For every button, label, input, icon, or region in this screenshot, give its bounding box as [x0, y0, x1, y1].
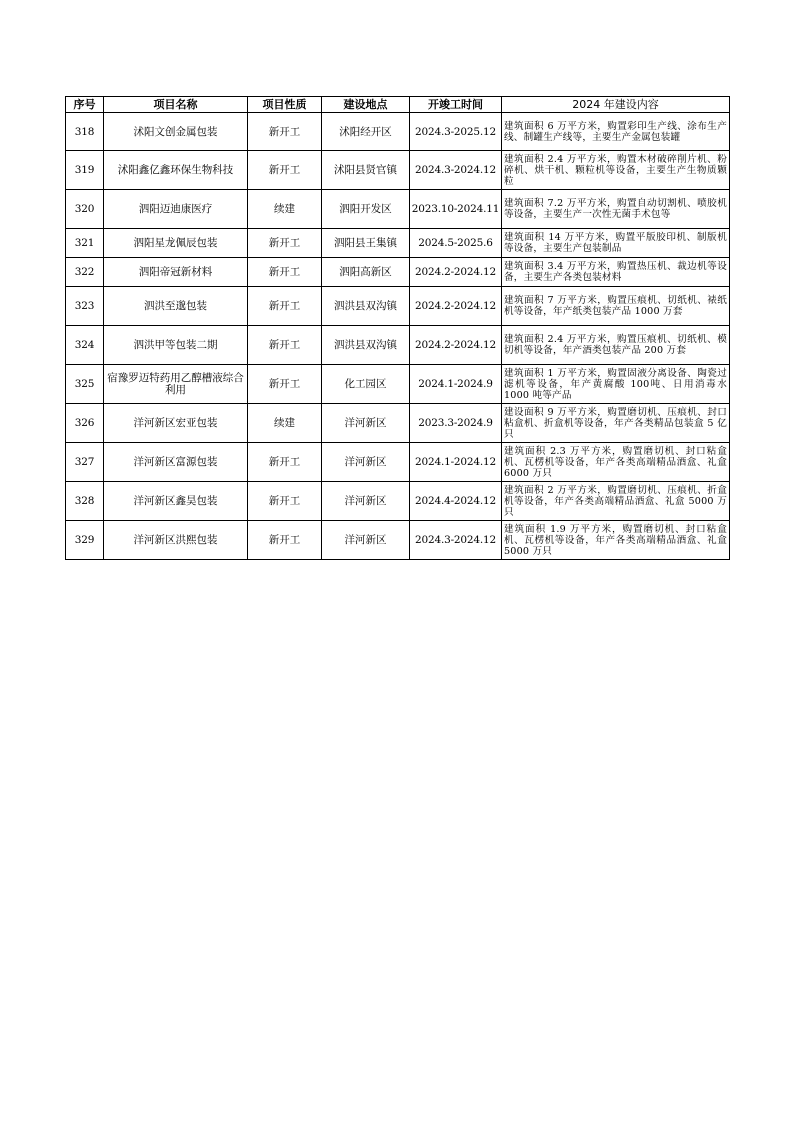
- row-period: 2023.3-2024.9: [410, 404, 502, 443]
- row-type: 续建: [248, 404, 322, 443]
- row-location: 洋河新区: [322, 521, 410, 560]
- row-period: 2024.5-2025.6: [410, 229, 502, 258]
- row-location: 沭阳经开区: [322, 113, 410, 151]
- row-name: 沭阳鑫亿鑫环保生物科技: [104, 151, 248, 190]
- header-name: 项目名称: [104, 97, 248, 113]
- row-type: 新开工: [248, 151, 322, 190]
- row-type: 续建: [248, 190, 322, 229]
- header-no: 序号: [66, 97, 104, 113]
- row-type: 新开工: [248, 365, 322, 404]
- row-period: 2024.3-2024.12: [410, 151, 502, 190]
- row-location: 泗阳开发区: [322, 190, 410, 229]
- row-name: 洋河新区洪熙包装: [104, 521, 248, 560]
- row-no: 325: [66, 365, 104, 404]
- header-period: 开竣工时间: [410, 97, 502, 113]
- header-location: 建设地点: [322, 97, 410, 113]
- row-no: 324: [66, 326, 104, 365]
- row-location: 泗洪县双沟镇: [322, 287, 410, 326]
- table-row: [66, 521, 730, 560]
- project-table: [65, 96, 730, 560]
- row-period: 2024.2-2024.12: [410, 326, 502, 365]
- row-name: 泗阳迈迪康医疗: [104, 190, 248, 229]
- table-row: [66, 151, 730, 190]
- row-type: 新开工: [248, 482, 322, 521]
- row-name: 泗洪甲等包装二期: [104, 326, 248, 365]
- row-content: 建设面积 9 万平方米，购置磨切机、压痕机、封口粘盒机、折盒机等设备，年产各类精品包装盒 5 亿只: [502, 404, 730, 443]
- table-row: [66, 326, 730, 365]
- row-no: 318: [66, 113, 104, 151]
- row-no: 320: [66, 190, 104, 229]
- table-row: [66, 287, 730, 326]
- row-name: 宿豫罗迈特药用乙醇槽液综合利用: [104, 365, 248, 404]
- row-name: 泗阳帝冠新材料: [104, 258, 248, 287]
- row-no: 327: [66, 443, 104, 482]
- row-period: 2024.1-2024.9: [410, 365, 502, 404]
- row-type: 新开工: [248, 521, 322, 560]
- row-period: 2024.3-2025.12: [410, 113, 502, 151]
- row-period: 2024.3-2024.12: [410, 521, 502, 560]
- row-no: 326: [66, 404, 104, 443]
- row-no: 328: [66, 482, 104, 521]
- table-row: [66, 113, 730, 151]
- row-no: 319: [66, 151, 104, 190]
- row-period: 2024.1-2024.12: [410, 443, 502, 482]
- row-period: 2023.10-2024.11: [410, 190, 502, 229]
- row-type: 新开工: [248, 443, 322, 482]
- row-period: 2024.4-2024.12: [410, 482, 502, 521]
- row-location: 洋河新区: [322, 404, 410, 443]
- row-type: 新开工: [248, 113, 322, 151]
- row-location: 洋河新区: [322, 443, 410, 482]
- row-no: 321: [66, 229, 104, 258]
- row-content: 建筑面积 3.4 万平方米，购置热压机、裁边机等设备，主要生产各类包装材料: [502, 258, 730, 287]
- row-location: 化工园区: [322, 365, 410, 404]
- row-type: 新开工: [248, 287, 322, 326]
- row-content: 建筑面积 2.3 万平方米，购置磨切机、封口粘盒机、瓦楞机等设备，年产各类高端精品酒盒、礼盒 6000 万只: [502, 443, 730, 482]
- row-content: 建筑面积 1 万平方米，购置固液分离设备、陶瓷过滤机等设备，年产黄腐酸 100吨、日用消毒水 1000 吨等产品: [502, 365, 730, 404]
- row-content: 建筑面积 14 万平方米，购置平版胶印机、制版机等设备，主要生产包装制品: [502, 229, 730, 258]
- row-content: 建筑面积 6 万平方米，购置彩印生产线、涂布生产线、制罐生产线等，主要生产金属包装罐: [502, 113, 730, 151]
- row-name: 沭阳文创金属包装: [104, 113, 248, 151]
- table-row: [66, 404, 730, 443]
- row-name: 洋河新区鑫昊包装: [104, 482, 248, 521]
- row-name: 洋河新区宏亚包装: [104, 404, 248, 443]
- row-content: 建筑面积 2.4 万平方米，购置压痕机、切纸机、模切机等设备，年产酒类包装产品 200 万套: [502, 326, 730, 365]
- row-name: 洋河新区富源包装: [104, 443, 248, 482]
- row-type: 新开工: [248, 258, 322, 287]
- row-content: 建筑面积 1.9 万平方米，购置磨切机、封口粘盒机、瓦楞机等设备，年产各类高端精品酒盒、礼盒 5000 万只: [502, 521, 730, 560]
- row-location: 沭阳县贤官镇: [322, 151, 410, 190]
- table-row: [66, 482, 730, 521]
- row-content: 建筑面积 7.2 万平方米，购置自动切割机、喷胶机等设备，主要生产一次性无菌手术包等: [502, 190, 730, 229]
- row-location: 泗洪县双沟镇: [322, 326, 410, 365]
- table-row: [66, 190, 730, 229]
- row-location: 泗阳县王集镇: [322, 229, 410, 258]
- table-row: [66, 258, 730, 287]
- table-row: [66, 443, 730, 482]
- row-no: 329: [66, 521, 104, 560]
- table-row: [66, 365, 730, 404]
- row-type: 新开工: [248, 326, 322, 365]
- header-content: 2024 年建设内容: [502, 97, 730, 113]
- row-location: 洋河新区: [322, 482, 410, 521]
- row-location: 泗阳高新区: [322, 258, 410, 287]
- row-no: 323: [66, 287, 104, 326]
- row-period: 2024.2-2024.12: [410, 258, 502, 287]
- row-name: 泗阳星龙佩辰包装: [104, 229, 248, 258]
- table-row: [66, 229, 730, 258]
- row-name: 泗洪至邈包装: [104, 287, 248, 326]
- row-content: 建筑面积 2.4 万平方米，购置木材破碎削片机、粉碎机、烘干机、颗粒机等设备，主要生产生物质颗粒: [502, 151, 730, 190]
- row-no: 322: [66, 258, 104, 287]
- table-header-row: [66, 97, 730, 113]
- header-type: 项目性质: [248, 97, 322, 113]
- row-type: 新开工: [248, 229, 322, 258]
- row-content: 建筑面积 7 万平方米，购置压痕机、切纸机、裱纸机等设备，年产纸类包装产品 1000 万套: [502, 287, 730, 326]
- row-content: 建筑面积 2 万平方米，购置磨切机、压痕机、折盒机等设备，年产各类高端精品酒盒、礼盒 5000 万只: [502, 482, 730, 521]
- row-period: 2024.2-2024.12: [410, 287, 502, 326]
